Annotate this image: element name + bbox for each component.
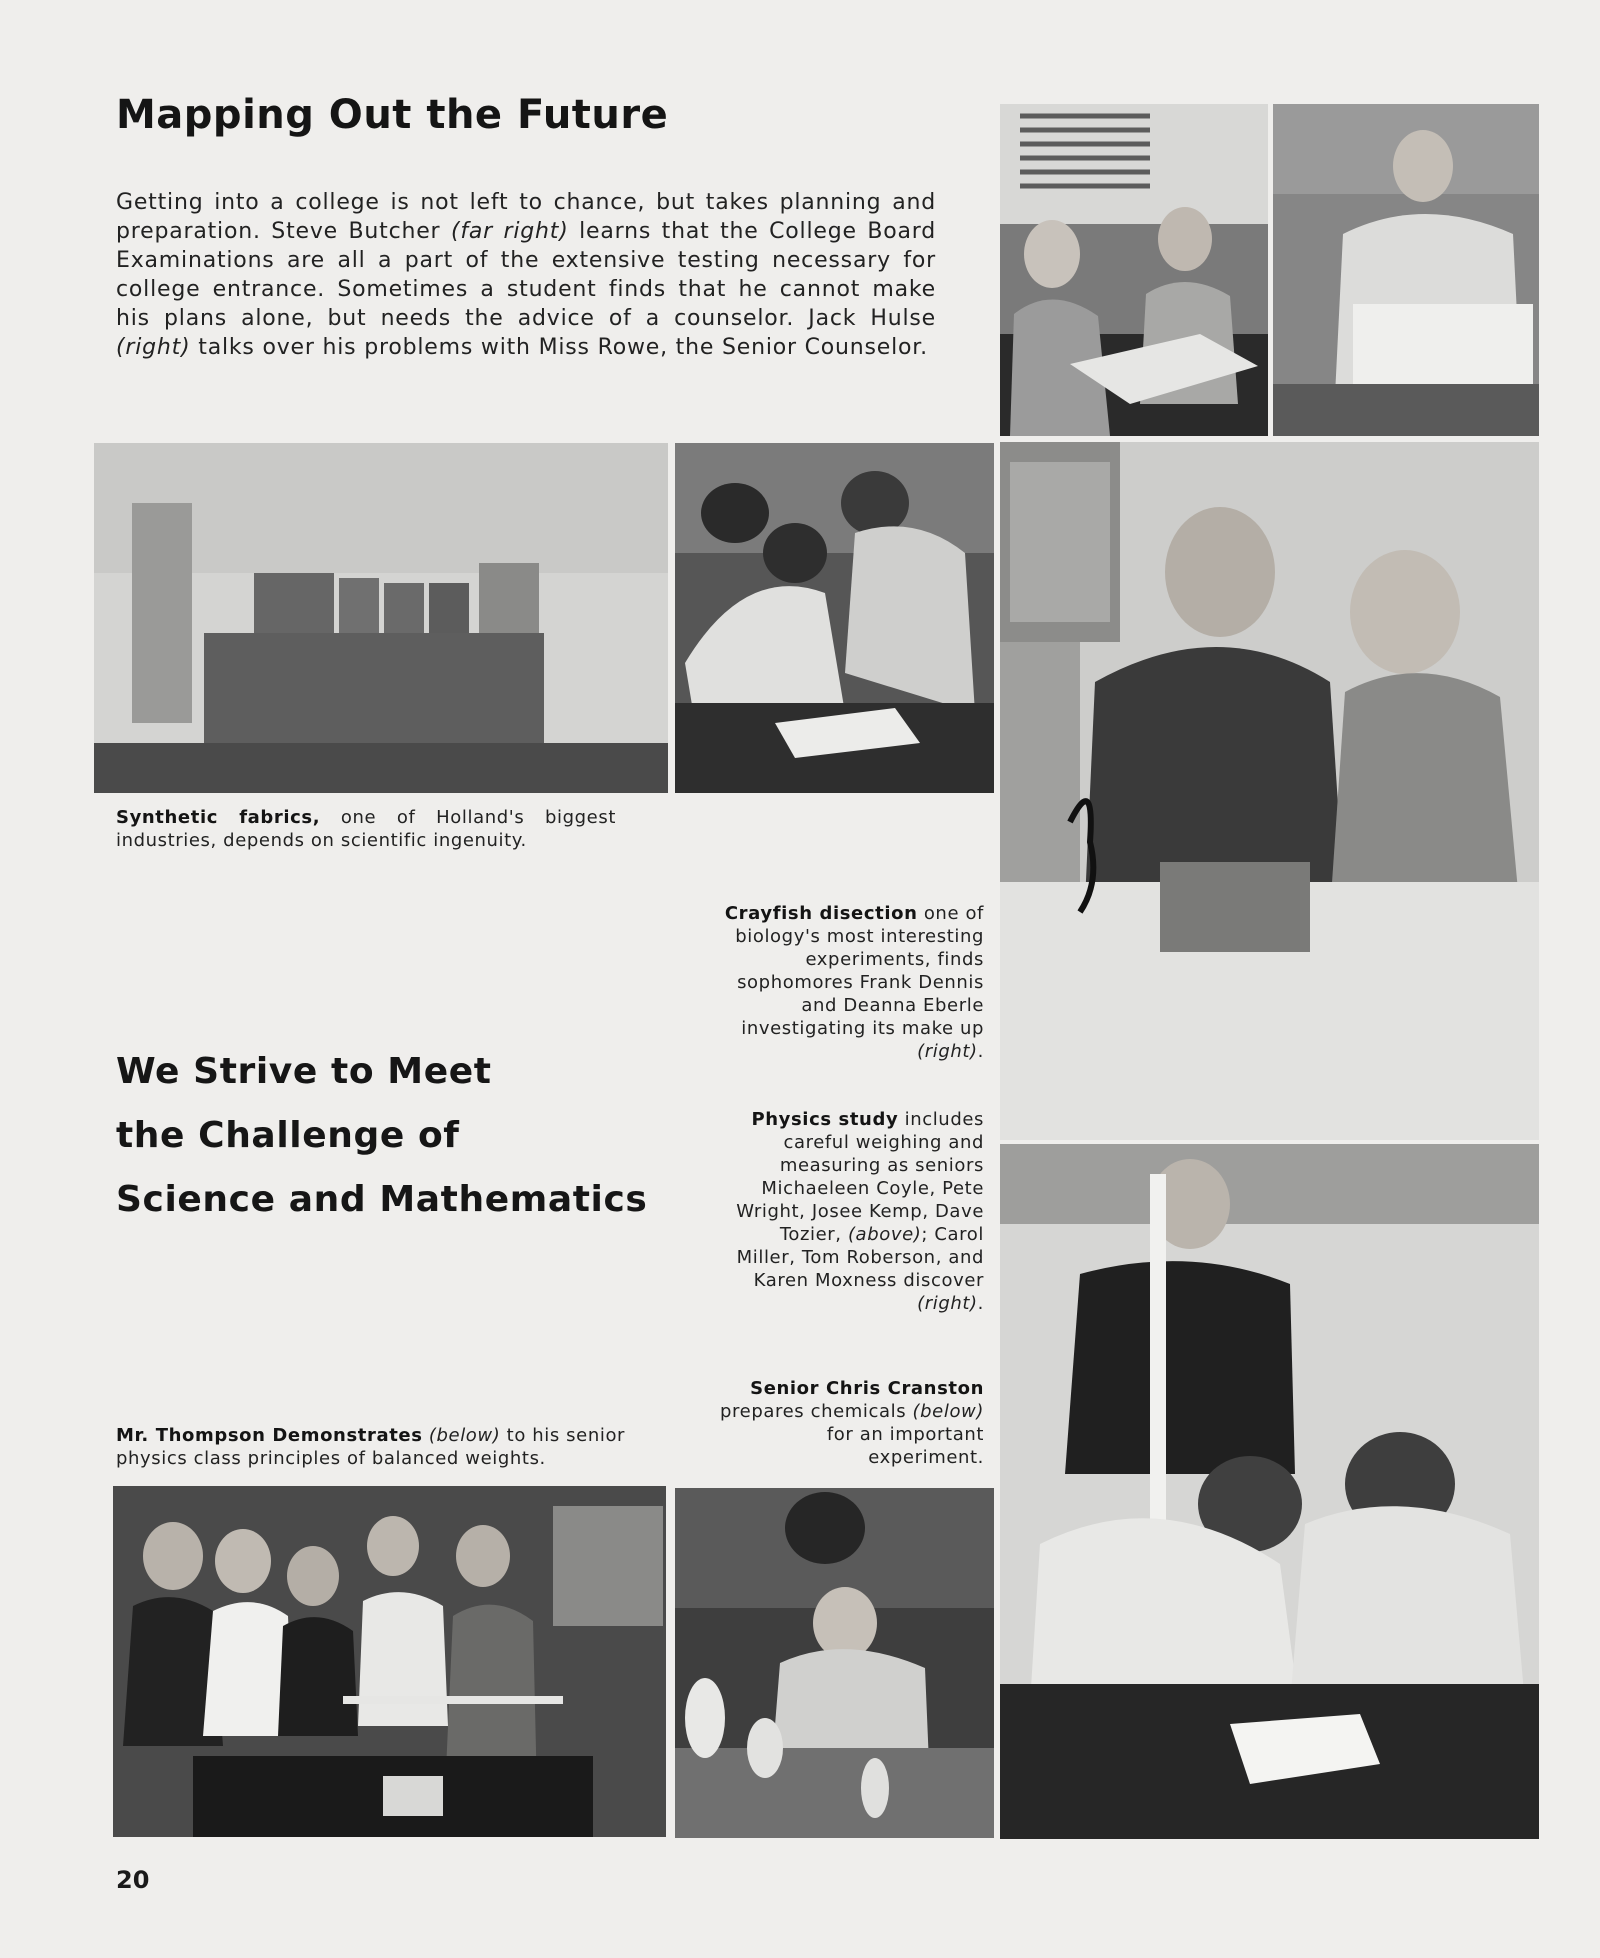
caption-thompson-em: (below) xyxy=(428,1425,501,1446)
caption-physics-study xyxy=(716,1108,984,1315)
caption-thompson-bold: Mr. Thompson Demonstrates xyxy=(116,1425,423,1446)
intro-emphasis-1: (far right) xyxy=(450,219,569,244)
photo-crayfish xyxy=(1000,442,1539,1140)
photo-exam xyxy=(1273,104,1539,436)
caption-crayfish-em: (right) xyxy=(917,1041,978,1062)
intro-text-1: Getting into a college is not left to chance, but takes planning and preparation. Steve Butcher xyxy=(116,190,936,244)
caption-synthetic-text: one of Holland's biggest industries, depends on scientific ingenuity. xyxy=(116,807,616,851)
section-heading-line-2: the Challenge of xyxy=(116,1115,460,1156)
section-heading xyxy=(116,1040,647,1232)
photo-counselor xyxy=(1000,104,1268,436)
caption-synthetic-fabrics xyxy=(116,806,616,852)
photo-thompson xyxy=(113,1486,666,1837)
page-title: Mapping Out the Future xyxy=(116,92,669,138)
caption-thompson-text: to his senior physics class principles of balanced weights. xyxy=(116,1425,626,1469)
intro-paragraph xyxy=(116,188,936,362)
section-heading-line-1: We Strive to Meet xyxy=(116,1051,492,1092)
photo-physics xyxy=(1000,1144,1539,1839)
section-heading-line-3: Science and Mathematics xyxy=(116,1179,648,1220)
caption-crayfish-text: one of biology's most interesting experiments, finds sophomores Frank Dennis and Deanna Eberle investigating its make up xyxy=(735,903,984,1039)
caption-cranston-bold: Senior Chris Cranston xyxy=(750,1378,984,1399)
photo-factory xyxy=(94,443,668,793)
caption-mr-thompson xyxy=(116,1424,636,1470)
caption-physics-text-1: includes careful weighing and measuring as seniors Michaeleen Coyle, Pete Wright, Josee Kemp, Dave Tozier, xyxy=(736,1109,984,1245)
caption-chris-cranston xyxy=(716,1377,984,1469)
photo-chemicals xyxy=(675,1488,994,1838)
caption-crayfish-end: . xyxy=(977,1041,984,1062)
intro-emphasis-2: (right) xyxy=(116,335,191,360)
photo-lab-group xyxy=(675,443,994,793)
caption-physics-text-2: ; Carol Miller, Tom Roberson, and Karen Moxness discover xyxy=(736,1224,984,1291)
caption-physics-em-1: (above) xyxy=(847,1224,922,1245)
page-number: 20 xyxy=(116,1866,150,1894)
caption-physics-bold: Physics study xyxy=(751,1109,899,1130)
caption-cranston-em: (below) xyxy=(912,1401,984,1422)
caption-crayfish-bold: Crayfish disection xyxy=(724,903,918,924)
intro-text-2: learns that the College Board Examinations are all a part of the extensive testing necessary for college entrance. Sometimes a student finds that he cannot make his plans alone, but needs the advice of a counselor. Jack Hulse xyxy=(116,219,936,331)
caption-physics-em-2: (right) xyxy=(917,1293,978,1314)
caption-crayfish xyxy=(700,902,984,1063)
intro-text-3: talks over his problems with Miss Rowe, the Senior Counselor. xyxy=(190,335,928,360)
caption-cranston-text-1: prepares chemicals xyxy=(720,1401,913,1422)
caption-synthetic-bold: Synthetic fabrics, xyxy=(116,807,321,828)
caption-physics-end: . xyxy=(977,1293,984,1314)
caption-cranston-text-2: for an important experiment. xyxy=(826,1424,984,1468)
